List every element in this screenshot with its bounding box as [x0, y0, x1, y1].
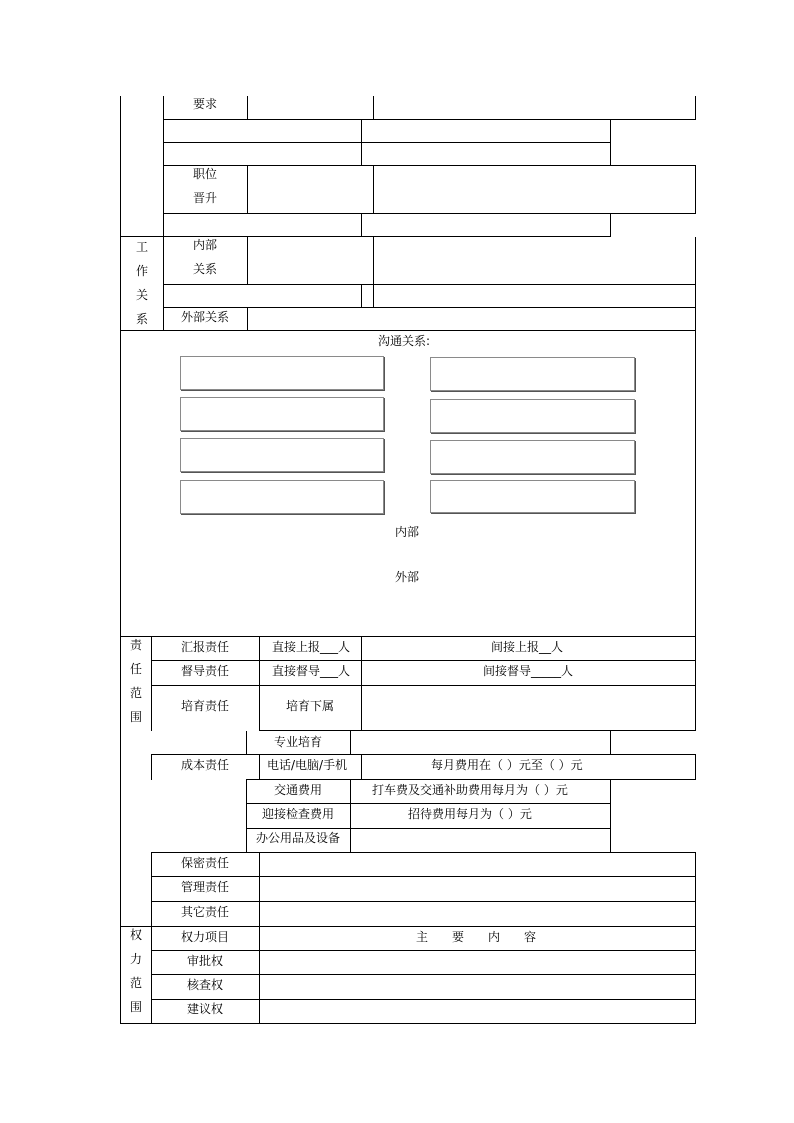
- report-indirect: 间接上报__人: [491, 640, 564, 654]
- suggest-label: 建议权: [187, 1002, 224, 1016]
- cost-reception-text: 招待费用每月为（ ）元: [408, 807, 532, 821]
- position-label: 职位: [193, 167, 218, 181]
- internal-box-3: [180, 438, 384, 472]
- internal-caption: 内部: [395, 525, 420, 539]
- cost-office-label: 办公用品及设备: [256, 831, 341, 845]
- external-relations-label: 外部关系: [181, 310, 230, 324]
- train-sub: 培育下属: [286, 699, 335, 713]
- cost-transport-label: 交通费用: [274, 783, 323, 797]
- train-label: 培育责任: [181, 699, 230, 713]
- internal-box-1: [180, 356, 384, 390]
- authority-char-2: 力: [129, 952, 142, 966]
- authority-content-header: 主 要 内 容: [416, 930, 537, 944]
- management-label: 管理责任: [181, 880, 230, 894]
- external-box-1: [430, 357, 635, 391]
- external-box-3: [430, 440, 635, 474]
- responsibility-char-3: 范: [129, 686, 142, 700]
- inspect-label: 核查权: [187, 978, 224, 992]
- responsibility-char-2: 任: [129, 662, 142, 676]
- internal-box-4: [180, 480, 384, 514]
- authority-char-4: 围: [129, 1000, 142, 1014]
- external-box-4: [430, 480, 635, 513]
- responsibility-char-1: 责: [129, 638, 142, 652]
- responsibility-char-4: 围: [129, 710, 142, 724]
- other-label: 其它责任: [181, 905, 230, 919]
- approve-label: 审批权: [187, 954, 224, 968]
- work-relations-char-1: 工: [135, 240, 148, 254]
- supervise-direct: 直接督导___人: [272, 664, 351, 678]
- authority-item-header: 权力项目: [181, 930, 230, 944]
- internal-box-2: [180, 397, 384, 431]
- promotion-label: 晋升: [193, 191, 218, 205]
- cost-phone-label: 电话/电脑/手机: [267, 758, 348, 772]
- confidential-label: 保密责任: [181, 856, 230, 870]
- supervise-label: 督导责任: [181, 664, 230, 678]
- relation-label: 关系: [193, 262, 218, 276]
- work-relations-char-2: 作: [135, 264, 148, 278]
- work-relations-char-4: 系: [135, 312, 148, 326]
- work-relations-char-3: 关: [135, 288, 148, 302]
- communication-title: 沟通关系:: [378, 334, 431, 348]
- cost-transport-text: 打车费及交通补助费用每月为（ ）元: [372, 783, 568, 797]
- cost-reception-label: 迎接检查费用: [262, 807, 335, 821]
- report-label: 汇报责任: [181, 640, 230, 654]
- report-direct: 直接上报___人: [272, 640, 351, 654]
- external-caption: 外部: [395, 570, 420, 584]
- requirement-label: 要求: [193, 97, 218, 111]
- authority-char-1: 权: [129, 928, 142, 942]
- cost-phone-text: 每月费用在（ ）元至（ ）元: [431, 758, 583, 772]
- professional-training-label: 专业培育: [274, 735, 323, 749]
- external-box-2: [430, 399, 635, 433]
- supervise-indirect: 间接督导_____人: [483, 664, 574, 678]
- authority-char-3: 范: [129, 976, 142, 990]
- internal-label: 内部: [193, 238, 218, 252]
- cost-label: 成本责任: [181, 758, 230, 772]
